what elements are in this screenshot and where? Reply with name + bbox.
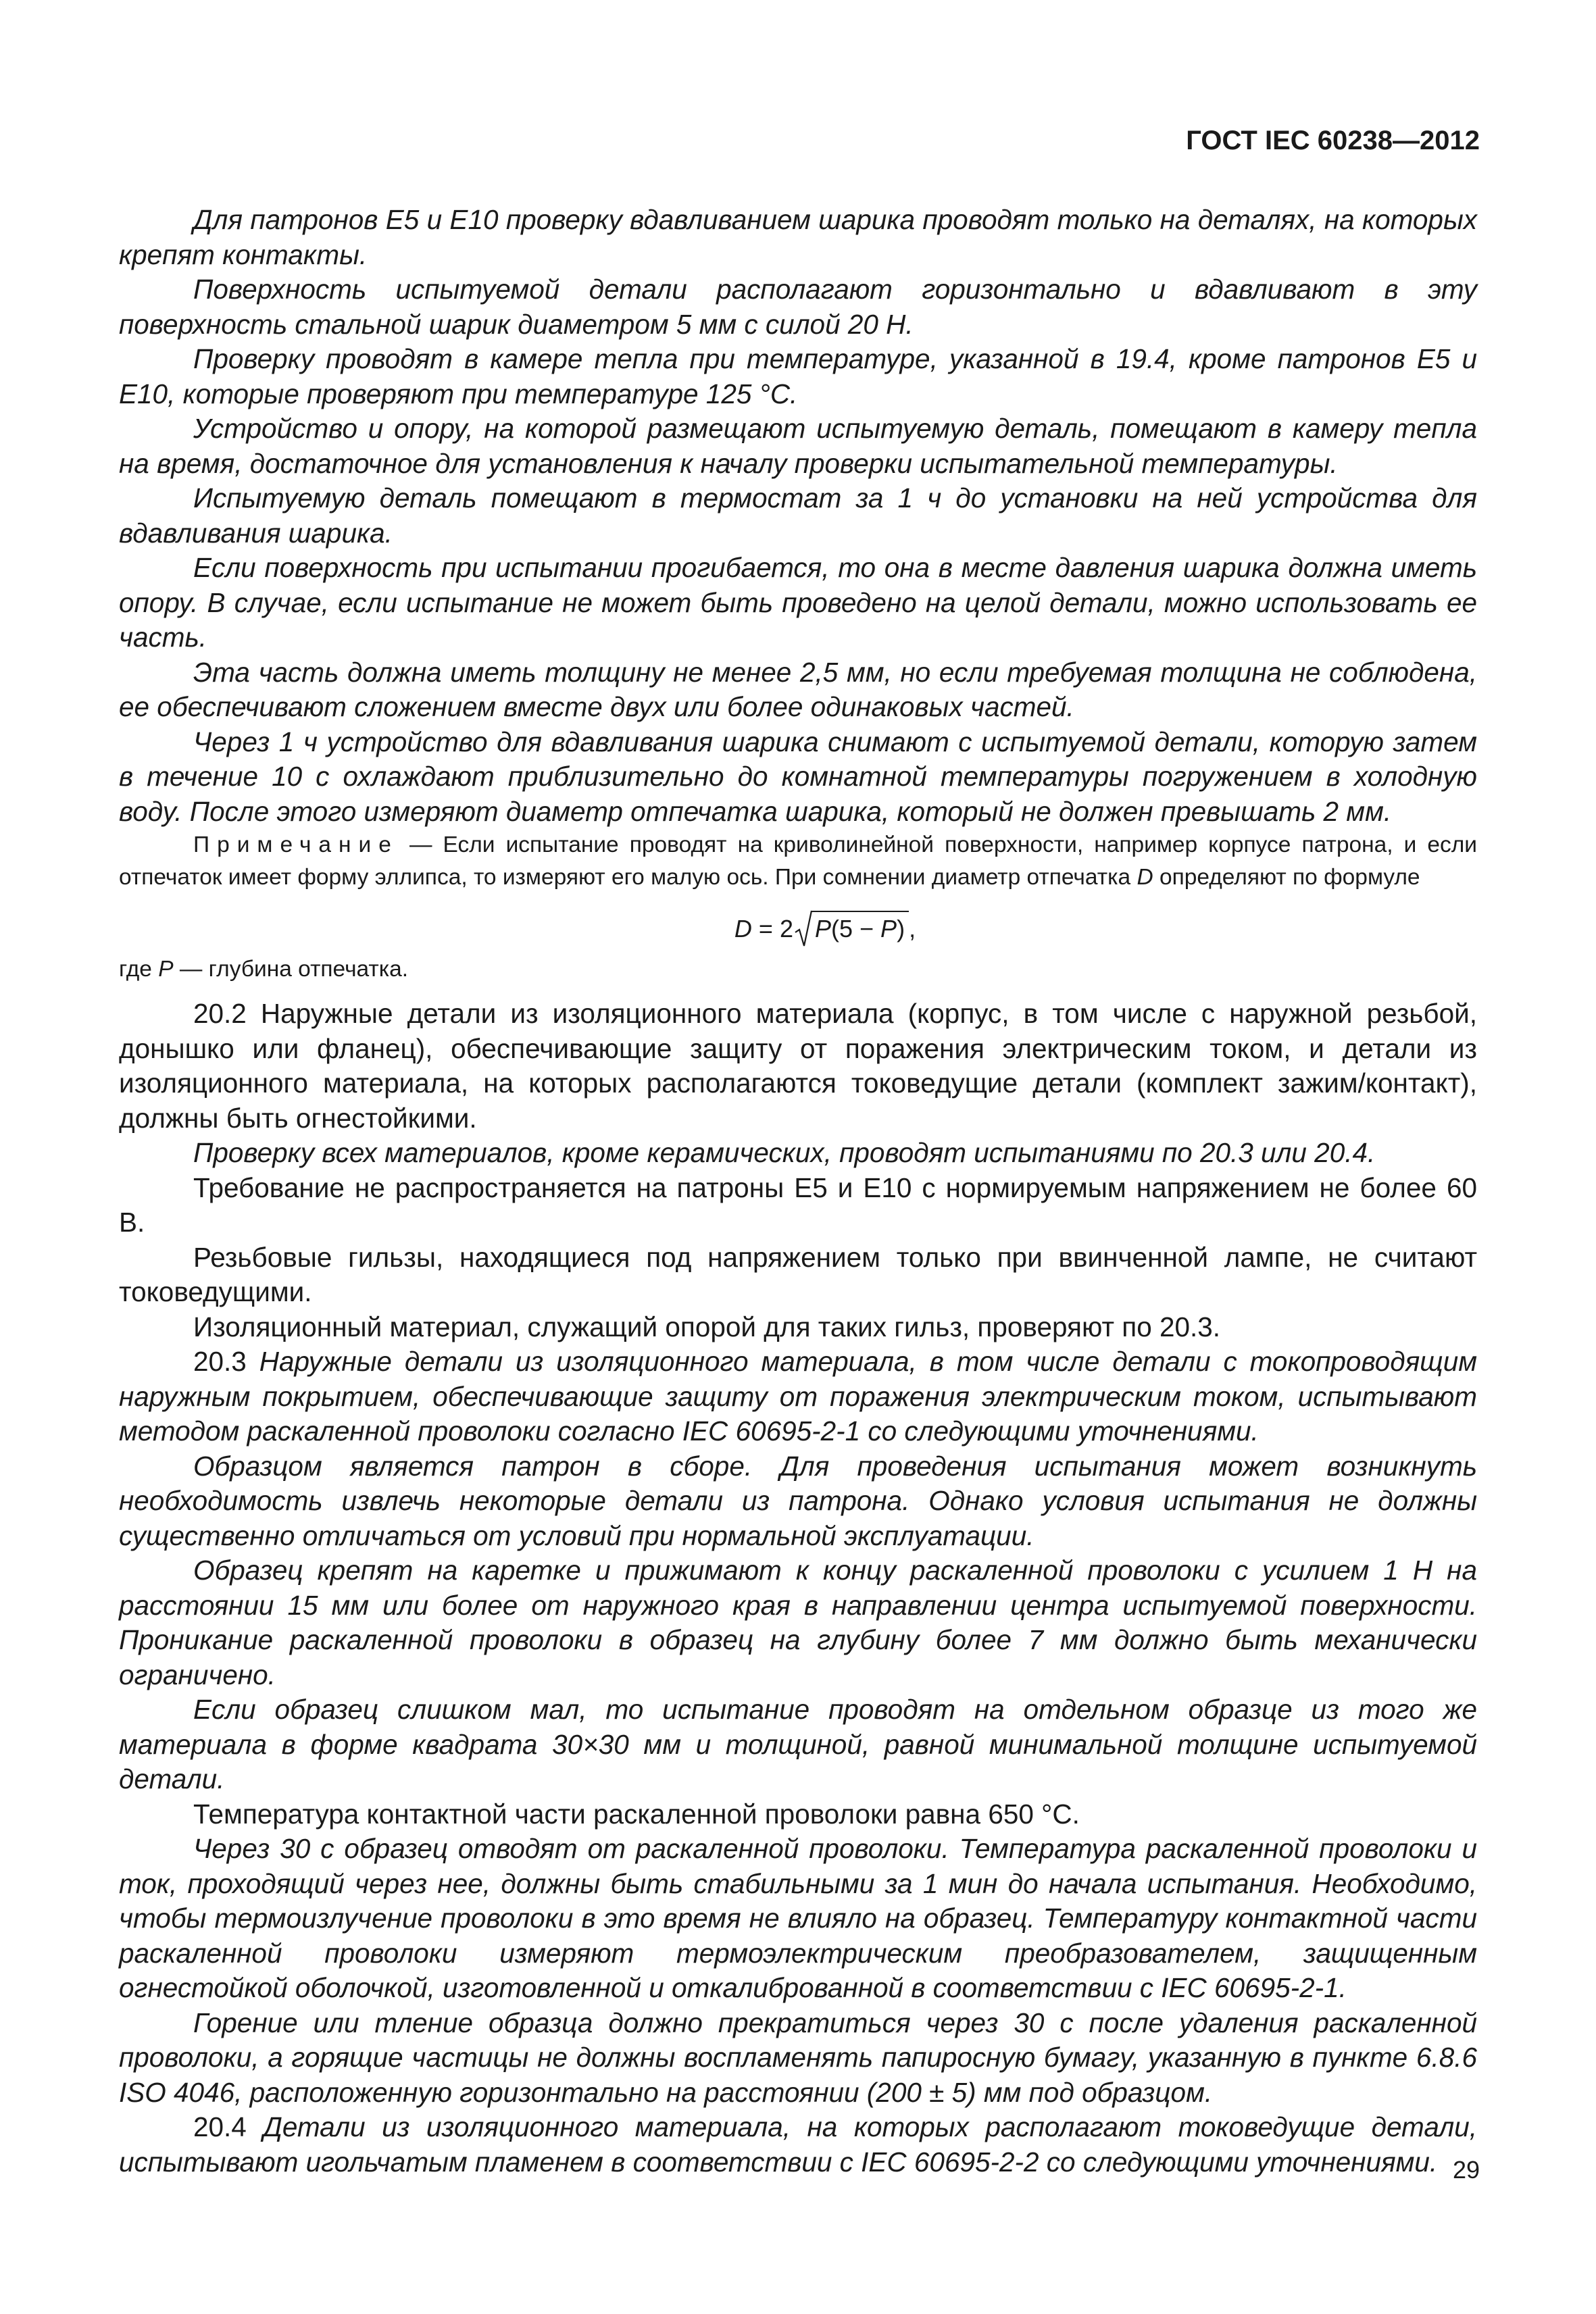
section-20-2-intro: 20.2 Наружные детали из изоляционного материала (корпус, в том числе с наружной резьбой, донышко или фланец), обеспечивающие защиту от поражения электрическим током, и детали из изоляционного материала, на которых располагаются токоведущие детали (комплект зажим/контакт), должны быть огнестойкими.	[119, 998, 1477, 1134]
paragraph: Требование не распространяется на патроны Е5 и Е10 с нормируемым напряжением не более 60 В.	[119, 1172, 1477, 1238]
where-text: — глубина отпечатка.	[173, 957, 409, 982]
formula-where	[119, 953, 1477, 986]
paragraph: Проверку проводят в камере тепла при температуре, указанной в 19.4, кроме патронов Е5 и Е10, которые проверяют при температуре 125 °С.	[119, 343, 1477, 409]
paragraph: Резьбовые гильзы, находящиеся под напряжением только при ввинченной лампе, не считают токоведущими.	[119, 1241, 1477, 1307]
formula-inner-close: )	[897, 915, 905, 942]
paragraph: Поверхность испытуемой детали располагают горизонтально и вдавливают в эту поверхность стальной шарик диаметром 5 мм с силой 20 Н.	[119, 274, 1477, 340]
section-20-2-check: Проверку всех материалов, кроме керамических, проводят испытаниями по 20.3 или 20.4.	[193, 1137, 1376, 1168]
paragraph: Эта часть должна иметь толщину не менее 2,5 мм, но если требуемая толщина не соблюдена, ее обеспечивают сложением вместе двух или более одинаковых частей.	[119, 656, 1477, 722]
section-20-4-intro	[119, 2110, 1477, 2180]
paragraph: Изоляционный материал, служащий опорой для таких гильз, проверяют по 20.3.	[193, 1311, 1221, 1342]
paragraph: Испытуемую деталь помещают в термостат за 1 ч до установки на ней устройства для вдавливания шарика.	[119, 482, 1477, 549]
section-20-3-intro	[119, 1344, 1477, 1449]
paragraph: Если образец слишком мал, то испытание проводят на отдельном образце из того же материала в форме квадрата 30×30 мм и толщиной, равной минимальной толщине испытуемой детали.	[119, 1694, 1477, 1794]
formula-var-p2: P	[880, 915, 897, 942]
page-number: 29	[1452, 2156, 1480, 2184]
paragraph: Если поверхность при испытании прогибается, то она в месте давления шарика должна иметь опору. В случае, если испытание не может быть проведено на целой детали, можно использовать ее часть.	[119, 552, 1477, 653]
document-body	[119, 203, 1477, 2180]
note-text-2: определяют по формуле	[1153, 865, 1420, 890]
paragraph: Образец крепят на каретке и прижимают к концу раскаленной проволоки с усилием 1 Н на расстоянии 15 мм или более от наружного края в направлении центра испытуемой поверхности. Проникание раскаленной проволоки в образец на глубину более 7 мм должно быть механически ограничено.	[119, 1555, 1477, 1690]
document-header: ГОСТ IEC 60238—2012	[1186, 126, 1480, 155]
note-variable: D	[1137, 865, 1153, 890]
spacer	[119, 986, 1477, 997]
note-label: Примечание	[193, 832, 399, 857]
paragraph: Для патронов Е5 и Е10 проверку вдавливанием шарика проводят только на деталях, на которых крепят контакты.	[119, 204, 1477, 270]
paragraph: Через 1 ч устройство для вдавливания шарика снимают с испытуемой детали, которую затем в течение 10 с охлаждают приблизительно до комнатной температуры погружением в холодную воду. После этого измеряют диаметр отпечатка шарика, который не должен превышать 2 мм.	[119, 726, 1477, 827]
section-number: 20.4	[193, 2111, 264, 2142]
section-text: Наружные детали из изоляционного материала, в том числе детали с токопроводящим наружным покрытием, обеспечивающие защиту от поражения электрическим током, испытывают методом раскаленной проволоки согласно IEC 60695-2-1 со следующими уточнениями.	[119, 1346, 1477, 1447]
note-text-1: — Если испытание проводят на криволинейной поверхности, например корпусе патрона, и если отпечаток имеет форму эллипса, то измеряют его малую ось. При сомнении диаметр отпечатка	[119, 832, 1477, 890]
formula-lhs: D	[734, 915, 752, 942]
where-variable: P	[158, 957, 174, 982]
formula-equals: = 2	[751, 915, 793, 942]
where-prefix: где	[119, 957, 159, 982]
paragraph: Устройство и опору, на которой размещают испытуемую деталь, помещают в камеру тепла на время, достаточное для установления к началу проверки испытательной температуры.	[119, 413, 1477, 479]
section-number: 20.3	[193, 1346, 259, 1377]
paragraph: Горение или тление образца должно прекратиться через 30 с после удаления раскаленной проволоки, а горящие частицы не должны воспламенять папиросную бумагу, указанную в пункте 6.8.6 ISO 4046, расположенную горизонтально на расстоянии (200 ± 5) мм под образцом.	[119, 2007, 1477, 2108]
note-paragraph	[119, 829, 1477, 894]
paragraph: Образцом является патрон в сборе. Для проведения испытания может возникнуть необходимость извлечь некоторые детали из патрона. Однако условия испытания не должны существенно отличаться от условий при нормальной эксплуатации.	[119, 1450, 1477, 1551]
formula-radicand	[811, 911, 909, 946]
formula-var-p1: P	[814, 915, 831, 942]
formula-tail: ,	[909, 915, 916, 942]
paragraph: Через 30 с образец отводят от раскаленной проволоки. Температура раскаленной проволоки и ток, проходящий через нее, должны быть стабильными за 1 мин до начала испытания. Необходимо, чтобы термоизлучение проволоки в это время не влияло на образец. Температуру контактной части раскаленной проволоки измеряют термоэлектрическим преобразователем, защищенным огнестойкой оболочкой, изготовленной и откалиброванной в соответствии с IEC 60695-2-1.	[119, 1833, 1477, 2003]
paragraph: Температура контактной части раскаленной проволоки равна 650 °С.	[193, 1798, 1080, 1830]
formula	[119, 909, 1477, 949]
section-text: Детали из изоляционного материала, на которых располагают токоведущие детали, испытывают игольчатым пламенем в соответствии с IEC 60695-2-2 со следующими уточнениями.	[119, 2111, 1478, 2178]
formula-inner-mid: (5 −	[831, 915, 881, 942]
square-root-sign	[795, 909, 812, 947]
